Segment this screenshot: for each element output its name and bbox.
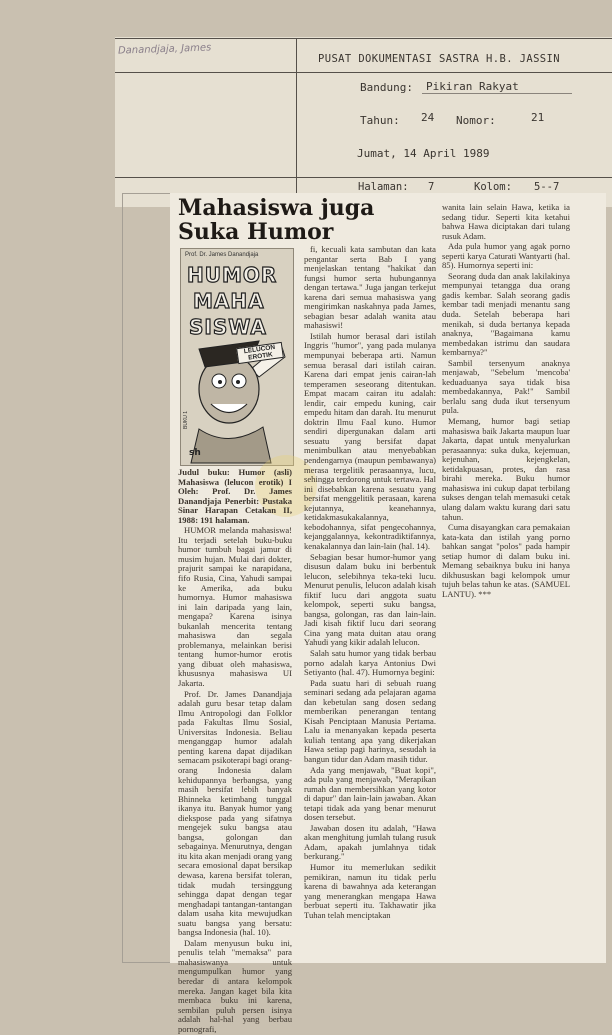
number-label: Nomor: bbox=[456, 114, 496, 127]
headline-line-2: Suka Humor bbox=[178, 219, 334, 245]
page-value: 7 bbox=[428, 181, 435, 193]
handwritten-note: Danandjaja, James bbox=[117, 42, 212, 57]
newspaper-name: Pikiran Rakyat bbox=[426, 80, 519, 93]
card-rule-bottom bbox=[115, 177, 612, 178]
cover-title-2: MAHA bbox=[193, 289, 265, 313]
svg-text:BUKU 1: BUKU 1 bbox=[183, 410, 189, 429]
book-cover-image bbox=[180, 248, 294, 466]
paragraph: Prof. Dr. James Danandjaja adalah guru besar tetap dalam Ilmu Antropologi dan Folklor pada Fakultas Ilmu Sosial, Universitas Indonesia. Beliau menganggap humor adalah penting karena dapat dijadikan semacam psikoterapi bagi orang-orang Indonesia dalam kehidupannya berbangsa, yang masih bersifat lebih banyak Bhinneka ketimbang tunggal ikanya itu. Banyak humor yang diekspose pada yang sifatnya mengejek suku bangsa atau bangsa, golongan dan sebagainya. Menurutnya, dengan itu kita akan menjadi orang yang secara emosional dapat bersikap dewasa, karena bersifat toleran, tidak mudah tersinggung sehingga dapat dengan tegar menghadapi tantangan-tantangan dalam usaha kita mewujudkan suatu bangsa yang bersatu: bangsa Indonesia (hal. 10). bbox=[178, 688, 292, 938]
year-label: Tahun: bbox=[360, 114, 400, 127]
cover-subtitle: LELUCON EROTIK bbox=[236, 342, 284, 364]
cover-title-1: HUMOR bbox=[187, 263, 278, 287]
cover-title-3: SISWA bbox=[189, 315, 267, 339]
column-label: Kolom: bbox=[474, 181, 512, 193]
paragraph: Ada pula humor yang agak porno seperti karya Caturati Wantyarti (hal. 85). Humornya seperti ini: bbox=[442, 241, 570, 271]
paragraph: Seorang duda dan anak lakilakinya mempunyai tetangga dua orang gadis kembar. Salah seorang gadis kembar tadi menjadi menantu sang duda. Setelah beberapa hari menikah, si duda bertanya kepada anaknya, "Bagaimana kamu membedakan istrimu dan saudara kembarnya?" bbox=[442, 270, 570, 358]
paragraph: Jawaban dosen itu adalah, "Hawa akan menghitung jumlah tulang rusuk Adam, apakah jumlahnya tidak berkurang." bbox=[304, 822, 436, 862]
article-column-1 bbox=[178, 468, 292, 1035]
book-caption: Judul buku: Humor (asli) Mahasiswa (lelucon erotik) I Oleh: Prof. Dr. James Danandjaja Penerbit: Pustaka Sinar Harapan Cetakan II, 1988: 191 halaman. bbox=[178, 467, 292, 525]
card-divider bbox=[296, 38, 297, 198]
article-column-3 bbox=[442, 203, 570, 600]
paragraph: HUMOR melanda mahasiswa! Itu terjadi setelah buku-buku humor tumbuh bagai jamur di musim hujan. Mulai dari dokter, prajurit sampai ke narapidana, fifo Rusia, Cina, Yahudi sampai ke Amerika, ada buku humornya. Humor mahasiswa ini lain daripada yang lain, mengapa? Karena isinya bukanlah mencerita tentang mahasiswa dan segala problemanya, melainkan berisi tentang humor-humor erotis yang dibuat oleh mahasiswa, khususnya mahasiswa UI Jakarta. bbox=[178, 525, 292, 689]
city-label: Bandung: bbox=[360, 81, 413, 94]
headline-line-1: Mahasiswa juga bbox=[178, 195, 375, 221]
cover-author: Prof. Dr. James Danandjaja bbox=[185, 252, 259, 258]
card-rule-header bbox=[115, 72, 612, 73]
paragraph: wanita lain selain Hawa, ketika ia sedang tidur. Seperti kita ketahui bahwa Hawa diciptakan dari tulang rusuk Adam. bbox=[442, 202, 570, 241]
paragraph: Pada suatu hari di sebuah ruang seminari sedang ada pelajaran agama dan kebetulan sang dosen sedang memberikan penerangan tentang Kisah Penciptaan Manusia Pertama. Lalu ia menanyakan kepada peserta kuliah tentang apa yang dikerjakan Hawa setiap pagi harinya, sesudah ia bangun tidur dan Adam masih tidur. bbox=[304, 677, 436, 764]
archive-header: PUSAT DOKUMENTASI SASTRA H.B. JASSIN bbox=[318, 53, 560, 65]
paragraph: fi, kecuali kata sambutan dan kata pengantar serta Bab I yang menjelaskan tentang "hakikat dan fungsi humor serta hubungannya dengan tertawa." Juga jangan terkejut karena dari semua mahasiswa yang mengirimkan naskahnya pada James, sebagian besar adalah wanita atau mahasiswi! bbox=[304, 244, 436, 331]
paragraph: Dalam menyusun buku ini, penulis telah "memaksa" para mahasiswanya untuk mengumpulkan humor yang beredar di antara kelompok mereka. Jangan kaget bila kita membaca buku ini karena, sembilan puluh persen isinya adalah hal-hal yang berbau pornografi, bbox=[178, 937, 292, 1034]
column-value: 5--7 bbox=[534, 181, 560, 193]
paragraph: Sebagian besar humor-humor yang disusun dalam buku ini berbentuk lelucon, selebihnya teka-teki lucu. Menurut penulis, lelucon adalah kisah fiktif lucu dari anggota suatu kelompok, seperti suku bangsa, bangsa, golongan, ras dan lain-lain. Jadi kisah fiktif lucu dari seorang Cina yang mata duitan atau orang Yahudi yang kikir adalah lelucon. bbox=[304, 551, 436, 648]
svg-text:sh: sh bbox=[189, 448, 201, 458]
paragraph: Cuma disayangkan cara pemakaian kata-kata dan istilah yang porno bahkan sangat "polos" pada hampir setiap humor di dalam buku ini. Memang sebaiknya buku ini hanya dikhususkan bagi kelompok umur tujuh belas tahun ke atas. (SAMUEL LANTU). *** bbox=[442, 522, 570, 599]
publication-date: Jumat, 14 April 1989 bbox=[357, 147, 490, 160]
card-rule-top bbox=[115, 38, 612, 39]
page-label: Halaman: bbox=[358, 181, 409, 193]
number-value: 21 bbox=[531, 111, 545, 124]
paragraph: Humor itu memerlukan sedikit pemikiran, namun itu tidak perlu karena di bawahnya ada keterangan yang menerangkan mengapa Hawa berbuat seperti itu. Takhawatir jika Tuhan telah menciptakan bbox=[304, 862, 436, 920]
paragraph: Sambil tersenyum anaknya menjawab, "Sebelum 'mencoba' keduaduanya saya tidak bisa membedakannya, Pak!" Sambil berlalu sang duda ikut tersenyum pula. bbox=[442, 357, 570, 416]
paragraph: Salah satu humor yang tidak berbau porno adalah karya Antonius Dwi Setiyanto (hal. 47). Humornya begini: bbox=[304, 647, 436, 678]
paragraph: Istilah humor berasal dari istilah Inggris "humor", yang pada mulanya mempunyai beberapa arti. Namun semua berasal dari istilah cairan. Karena dari empat jenis cairan-lah temperamen seseorang ditentukan. Empat macam cairan itu adalah: lendir, cair empedu kuning, cair empedu hitam dan darah. Itu menurut doktrin Ilmu Faal kuno. Humor sendiri dipergunakan dalam arti sesuatu yang bersifat dapat menimbulkan atau menyebabkan pendengarnya (maupun pembawanya) merasa tergelitik perasaannya, lucu, sehingga terdorong untuk tertawa. Hal ini disebabkan karena sesuatu yang bersifat menggelitik perasaan, karena kejutannya, keanehannya, ketidakmasukakalannya, kebodohannya, sifat pengecohannya, kejanggalannya, kekontradiktifannya, kenakalannya dan lain-lain (hal. 14). bbox=[304, 330, 436, 551]
year-value: 24 bbox=[421, 111, 435, 124]
paragraph: Memang, humor bagi setiap mahasiswa baik Jakarta maupun luar Jakarta, dapat untuk menyalurkan perasaannya: suka duka, kejemuan, kejenuhan, kejengkelan, ketidakpuasan, protes, dan rasa birahi mereka. Buku humor mahasiswa ini cukup dapat terbilang sukses dengan telah memasuki cetak ulang dalam waktu kurang dari satu tahun. bbox=[442, 416, 570, 522]
article-column-2 bbox=[304, 245, 436, 921]
underline-newspaper bbox=[422, 93, 572, 94]
paragraph: Ada yang menjawab, "Buat kopi", ada pula yang menjawab, "Merapikan rumah dan membersihkan yang kotor di dapur" dan lain-lain jawaban. Akan tetapi tidak ada yang benar menurut dosen tersebut. bbox=[304, 764, 436, 823]
